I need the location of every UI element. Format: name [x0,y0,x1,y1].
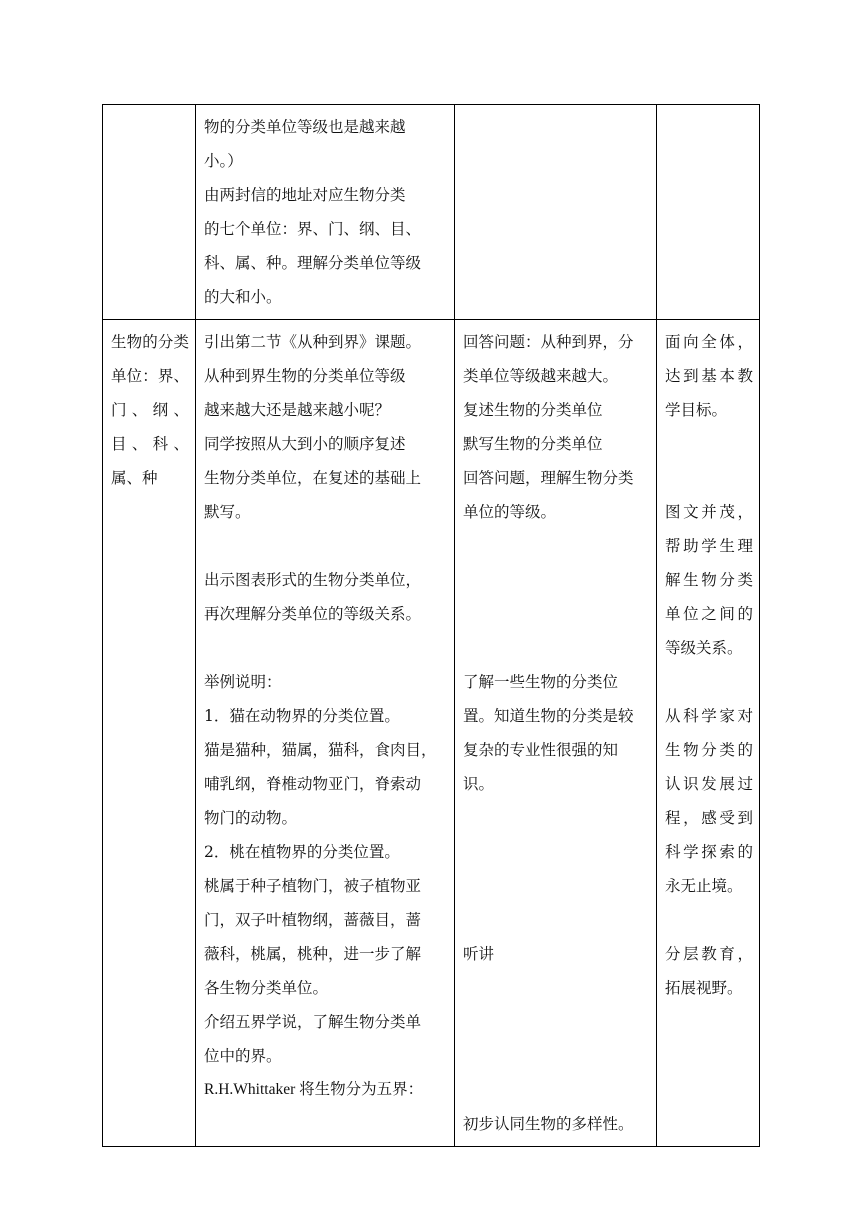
text-line: 1．猫在动物界的分类位置。 [204,707,400,725]
topic-text: 生物的分类单位：界、门、纲、目、科、属、种 [111,333,189,487]
text-line: 回答问题，理解生物分类 [463,469,634,487]
text-line: 门，双子叶植物纲，蔷薇目，蔷 [204,911,422,929]
text-line: 再次理解分类单位的等级关系。 [204,605,422,623]
text-line: 薇科，桃属，桃种，进一步了解 [204,945,422,963]
text-line: 的七个单位：界、门、纲、目、 [204,220,422,238]
text-line: 复述生物的分类单位 [463,401,603,419]
text-line: 识。 [463,775,495,793]
topic-cell [103,320,196,1147]
text-line: 2．桃在植物界的分类位置。 [204,843,400,861]
text-line: 哺乳纲，脊椎动物亚门，脊索动 [204,775,422,793]
text-line: 位中的界。 [204,1047,282,1065]
teacher-activity-cell [196,320,455,1147]
text-line: 初步认同生物的多样性。 [463,1115,634,1133]
text-line: 猫是猫种，猫属，猫科，食肉目， [204,741,437,759]
text-line: 了解一些生物的分类位 [463,673,619,691]
text-line: 物门的动物。 [204,809,298,827]
text-line: 听讲 [463,945,495,963]
text-line: 默写。 [204,503,251,521]
text-line: 单位的等级。 [463,503,557,521]
intent-figure: 图文并茂，帮助学生理解生物分类单位之间的等级关系。 [665,503,753,657]
text-line: 越来越大还是越来越小呢？ [204,401,391,419]
text-line: 由两封信的地址对应生物分类 [204,186,406,204]
intent-layered: 分层教育，拓展视野。 [665,945,753,997]
text-line: 复杂的专业性很强的知 [463,741,619,759]
intent-goal: 面向全体，达到基本教学目标。 [665,333,753,419]
text-line: 出示图表形式的生物分类单位， [204,571,422,589]
design-intent-cell [657,320,760,1147]
text-line: 小。） [204,152,243,170]
text-line: 从种到界生物的分类单位等级 [204,367,406,385]
lesson-plan-table [102,104,760,1147]
design-intent-cell [657,105,760,320]
table-row [103,105,760,320]
text-line: 默写生物的分类单位 [463,435,603,453]
student-activity-cell [455,320,657,1147]
text-line: 同学按照从大到小的顺序复述 [204,435,406,453]
student-activity-cell [455,105,657,320]
topic-cell [103,105,196,320]
table-row [103,320,760,1147]
text-line: 类单位等级越来越大。 [463,367,619,385]
text-line: 的大和小。 [204,288,282,306]
text-line: 物的分类单位等级也是越来越 [204,118,406,136]
text-line: 介绍五界学说，了解生物分类单 [204,1013,422,1031]
text-line: 科、属、种。理解分类单位等级 [204,254,422,272]
whittaker-line: R.H.Whittaker 将生物分为五界： [204,1081,424,1098]
text-line: 回答问题：从种到界，分 [463,333,634,351]
intent-science: 从科学家对生物分类的认识发展过程，感受到科学探索的永无止境。 [665,707,753,895]
example-heading: 举例说明： [204,673,282,691]
text-line: 各生物分类单位。 [204,979,329,997]
text-line: 桃属于种子植物门，被子植物亚 [204,877,422,895]
teacher-activity-cell [196,105,455,320]
text-line: 引出第二节《从种到界》课题。 [204,333,422,351]
text-line: 生物分类单位，在复述的基础上 [204,469,422,487]
text-line: 置。知道生物的分类是较 [463,707,634,725]
